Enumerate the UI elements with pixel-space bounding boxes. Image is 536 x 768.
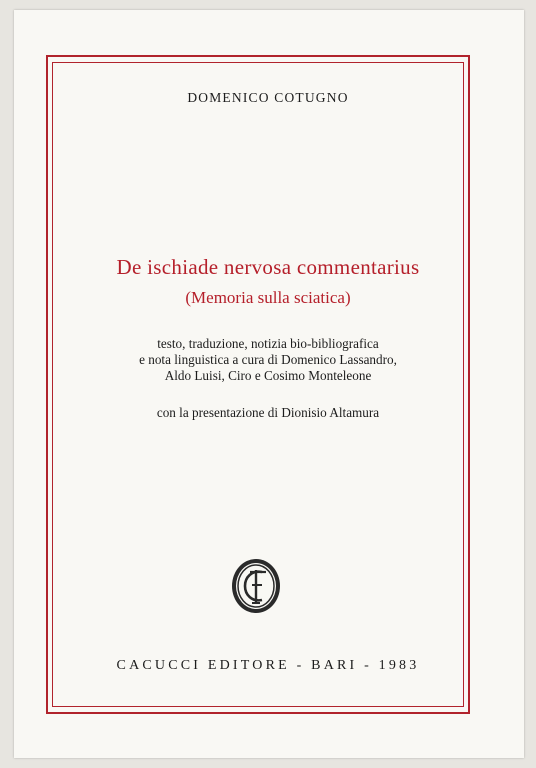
editorial-credits <box>0 336 536 384</box>
author-name: DOMENICO COTUGNO <box>187 90 349 105</box>
book-title: De ischiade nervosa commentarius <box>116 255 420 279</box>
book-subtitle: (Memoria sulla sciatica) <box>185 288 351 307</box>
credits-line: testo, traduzione, notizia bio-bibliografica <box>157 336 379 351</box>
publisher-logo-icon <box>230 557 282 615</box>
presentation-credit: con la presentazione di Dionisio Altamura <box>156 405 380 420</box>
credits-line: e nota linguistica a cura di Domenico Lassandro, <box>139 352 397 367</box>
credits-line: Aldo Luisi, Ciro e Cosimo Monteleone <box>164 368 372 383</box>
publisher-imprint: CACUCCI EDITORE - BARI - 1983 <box>116 658 420 673</box>
